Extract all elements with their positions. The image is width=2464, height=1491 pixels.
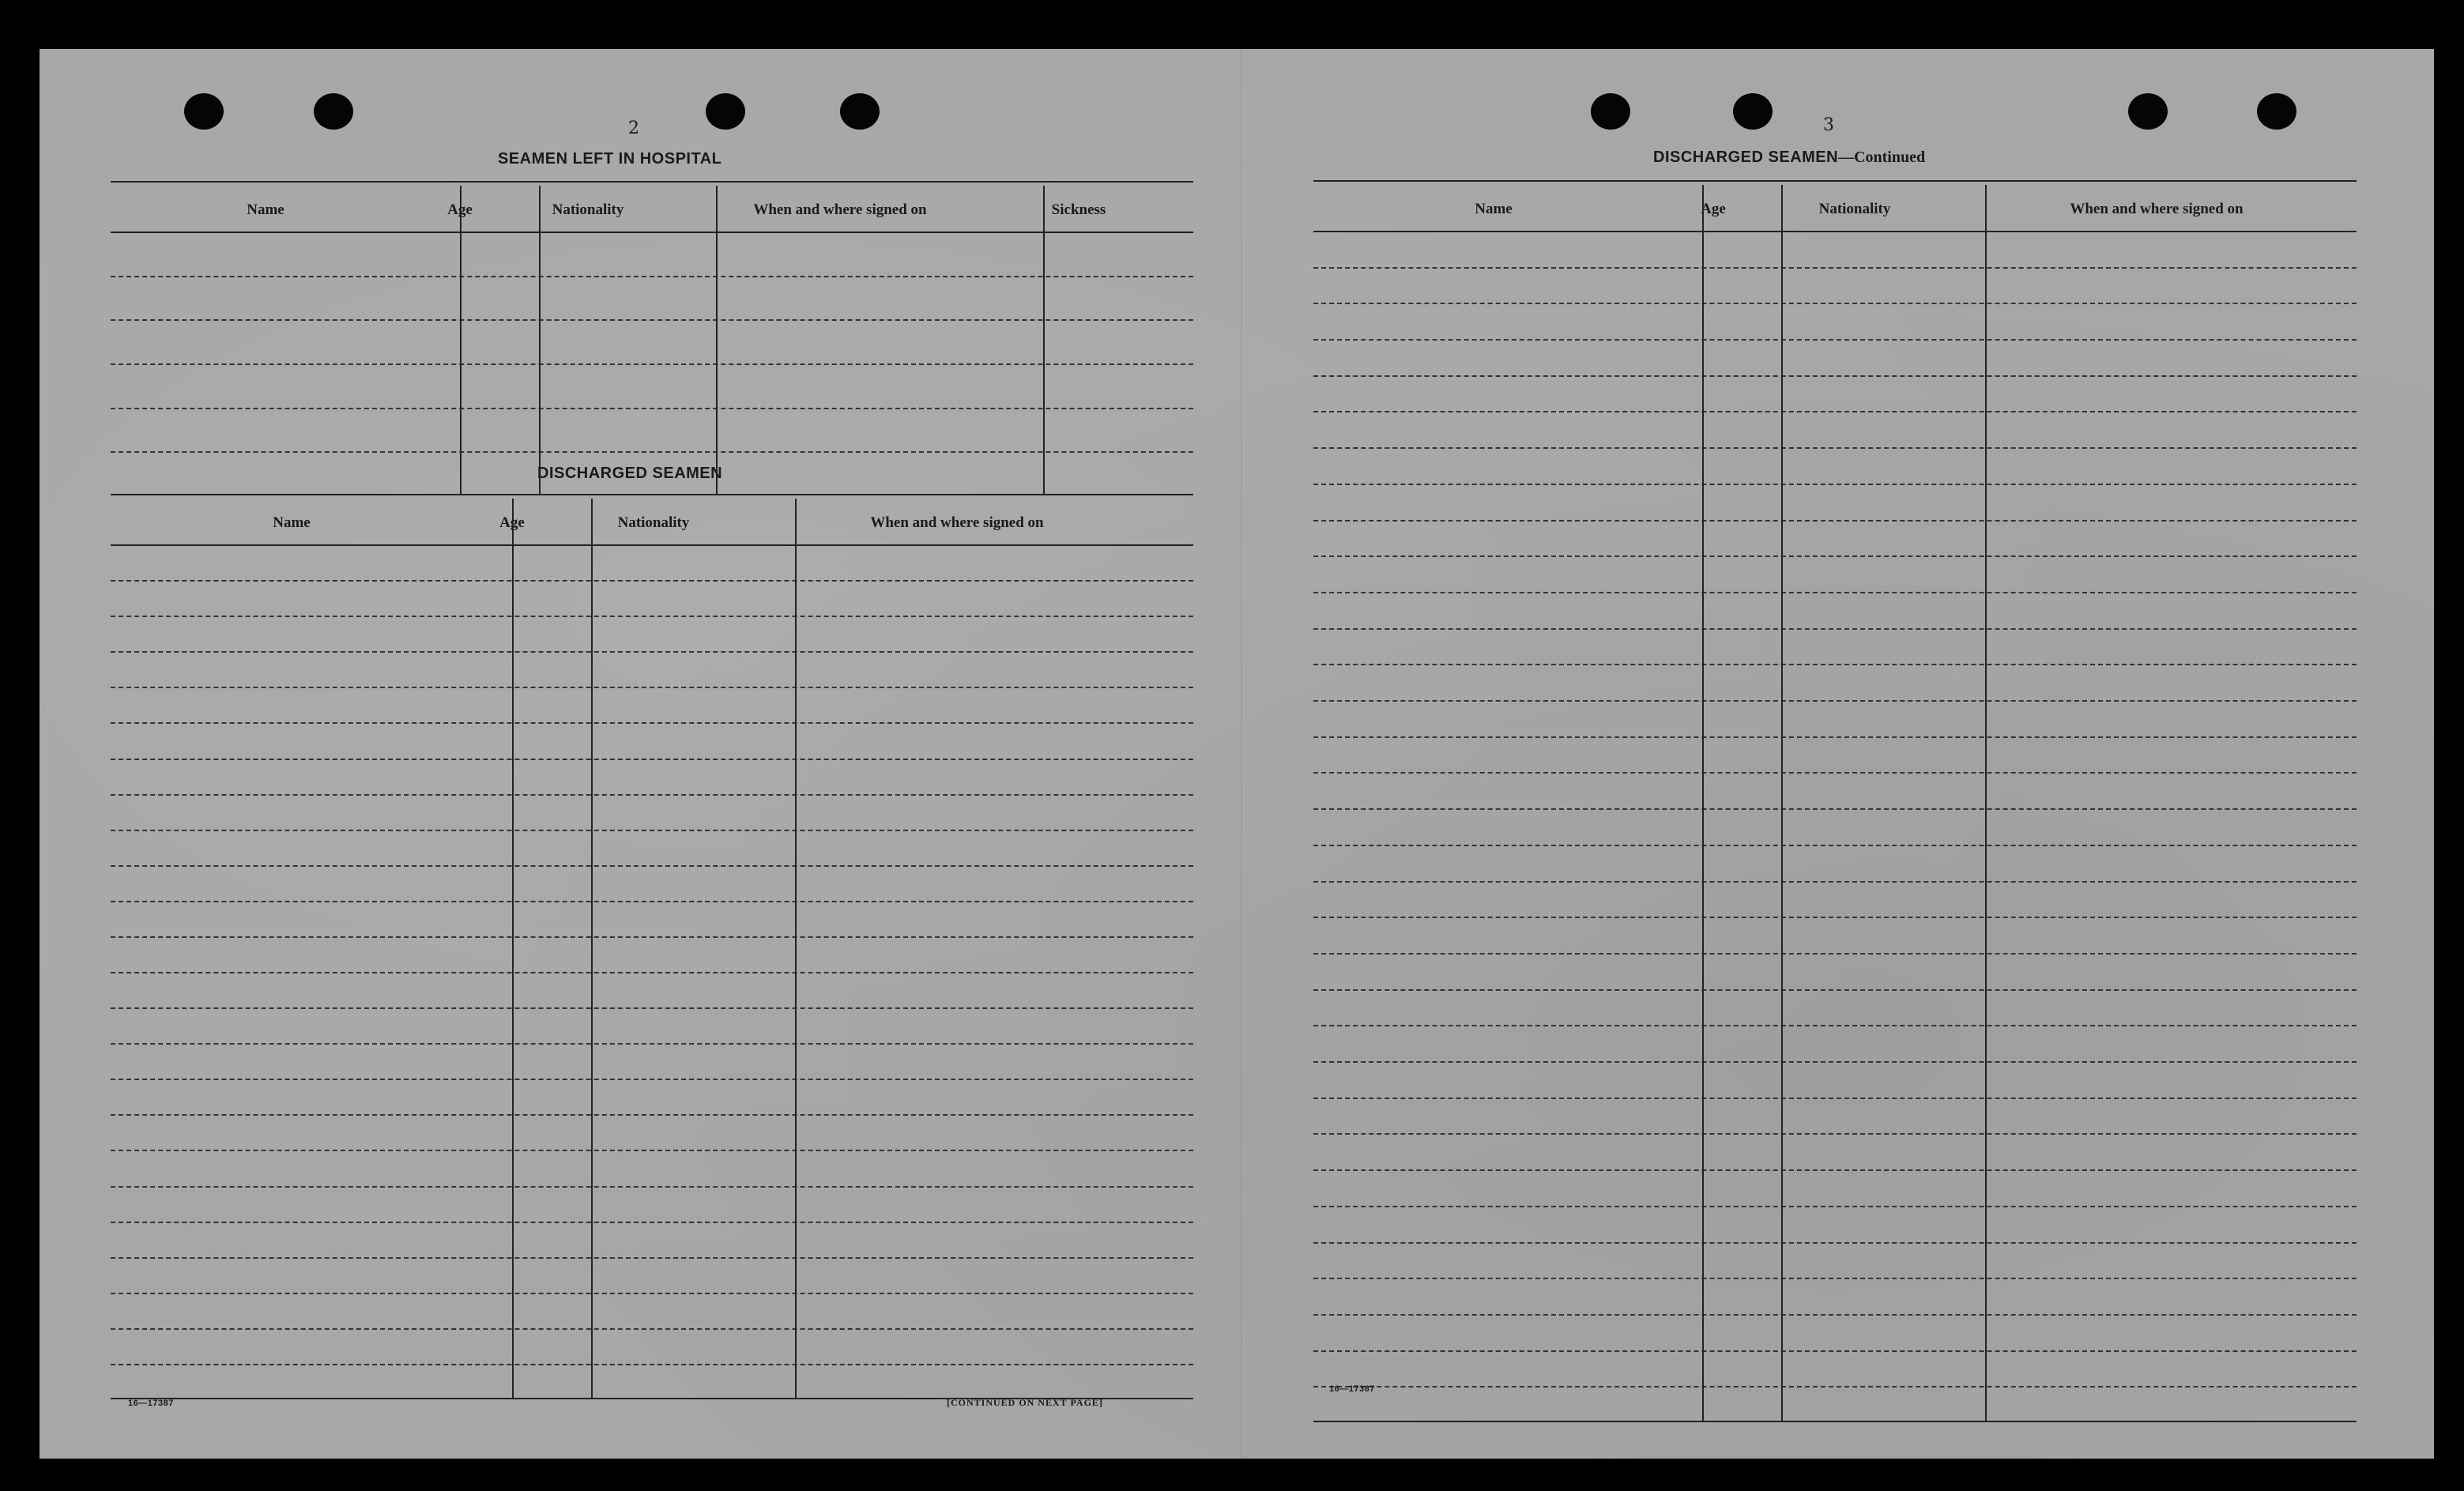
- row-line: [111, 901, 1193, 902]
- column-line: [1043, 186, 1045, 495]
- column-line: [1781, 185, 1783, 1422]
- row-line: [1313, 1206, 2357, 1207]
- continued-col-name: Name: [1475, 201, 1513, 217]
- row-line: [111, 1257, 1193, 1259]
- hospital-col-nationality: Nationality: [552, 201, 624, 218]
- discharged-continued-title-main: DISCHARGED SEAMEN: [1653, 149, 1839, 166]
- row-line: [111, 1079, 1193, 1080]
- continued-col-nationality: Nationality: [1818, 201, 1891, 217]
- discharged-col-signed-on: When and where signed on: [870, 514, 1044, 531]
- row-line: [1313, 520, 2357, 521]
- row-line: [1313, 845, 2357, 846]
- punch-hole: [706, 93, 745, 130]
- hospital-table: [111, 186, 1193, 495]
- discharged-continued-suffix: —Continued: [1838, 149, 1926, 166]
- continued-col-signed-on: When and where signed on: [2070, 201, 2244, 217]
- discharged-continued-title: [1653, 149, 1925, 167]
- row-line: [111, 1007, 1193, 1009]
- row-line: [1313, 267, 2357, 269]
- hospital-col-signed-on: When and where signed on: [753, 201, 927, 218]
- column-line: [795, 499, 797, 1399]
- discharged-table: [111, 499, 1193, 1399]
- punch-hole: [1733, 93, 1773, 130]
- discharged-section-title: DISCHARGED SEAMEN: [537, 465, 723, 482]
- discharged-col-age: Age: [499, 514, 525, 531]
- row-line: [111, 759, 1193, 760]
- row-line: [111, 865, 1193, 867]
- row-line: [111, 1364, 1193, 1365]
- punch-hole: [184, 93, 224, 130]
- row-line: [1313, 303, 2357, 304]
- row-line: [111, 363, 1193, 365]
- column-line: [1985, 185, 1987, 1422]
- row-line: [1313, 881, 2357, 883]
- row-line: [1313, 592, 2357, 593]
- row-line: [111, 319, 1193, 321]
- row-line: [1313, 1133, 2357, 1135]
- row-line: [1313, 1025, 2357, 1026]
- row-line: [1313, 1350, 2357, 1352]
- row-line: [111, 1186, 1193, 1188]
- row-line: [111, 830, 1193, 831]
- table-bottom-rule: [1313, 1421, 2357, 1422]
- left-form-number: 16—17387: [128, 1399, 174, 1408]
- continued-col-age: Age: [1701, 201, 1726, 217]
- row-line: [1313, 1061, 2357, 1063]
- row-line: [1313, 1169, 2357, 1171]
- row-line: [1313, 700, 2357, 702]
- row-line: [111, 651, 1193, 653]
- right-page-number: 3: [1823, 115, 1834, 135]
- punch-hole: [840, 93, 880, 130]
- header-separator: [1313, 231, 2357, 232]
- row-line: [111, 580, 1193, 582]
- row-line: [1313, 1242, 2357, 1244]
- column-line: [512, 499, 514, 1399]
- right-form-number: 16—17387: [1329, 1384, 1375, 1394]
- hospital-top-rule: [111, 181, 1193, 183]
- row-line: [111, 451, 1193, 453]
- punch-hole: [314, 93, 353, 130]
- row-line: [1313, 989, 2357, 991]
- discharged-top-rule: [111, 494, 1193, 495]
- row-line: [111, 276, 1193, 277]
- row-line: [1313, 555, 2357, 557]
- row-line: [111, 936, 1193, 938]
- row-line: [111, 794, 1193, 796]
- row-line: [1313, 953, 2357, 954]
- column-line: [591, 499, 593, 1399]
- row-line: [1313, 375, 2357, 377]
- row-line: [1313, 772, 2357, 774]
- header-separator: [111, 544, 1193, 546]
- row-line: [1313, 1278, 2357, 1279]
- row-line: [1313, 736, 2357, 738]
- punch-hole: [1591, 93, 1630, 130]
- continued-note: [CONTINUED ON NEXT PAGE]: [947, 1397, 1103, 1408]
- column-line: [539, 186, 541, 495]
- header-separator: [111, 232, 1193, 233]
- page-fold: [1241, 49, 1244, 1459]
- row-line: [111, 687, 1193, 688]
- row-line: [111, 1328, 1193, 1330]
- row-line: [111, 1293, 1193, 1294]
- row-line: [1313, 1314, 2357, 1316]
- row-line: [111, 1114, 1193, 1116]
- hospital-col-name: Name: [247, 201, 284, 218]
- row-line: [1313, 411, 2357, 412]
- left-page-number: 2: [628, 119, 639, 138]
- row-line: [111, 408, 1193, 409]
- row-line: [111, 972, 1193, 973]
- column-line: [460, 186, 462, 495]
- row-line: [111, 616, 1193, 617]
- row-line: [1313, 628, 2357, 630]
- row-line: [1313, 339, 2357, 341]
- row-line: [1313, 808, 2357, 810]
- document-sheet: [40, 49, 2434, 1459]
- row-line: [111, 1150, 1193, 1151]
- discharged-col-nationality: Nationality: [617, 514, 690, 531]
- row-line: [111, 1043, 1193, 1045]
- row-line: [1313, 447, 2357, 449]
- discharged-continued-table: [1313, 185, 2357, 1422]
- row-line: [111, 722, 1193, 724]
- punch-hole: [2257, 93, 2296, 130]
- punch-hole: [2128, 93, 2168, 130]
- row-line: [1313, 1098, 2357, 1099]
- hospital-col-age: Age: [447, 201, 473, 218]
- column-line: [1702, 185, 1704, 1422]
- row-line: [1313, 1386, 2357, 1387]
- column-line: [716, 186, 718, 495]
- hospital-section-title: SEAMEN LEFT IN HOSPITAL: [498, 150, 722, 168]
- discharged-col-name: Name: [273, 514, 311, 531]
- hospital-col-sickness: Sickness: [1051, 201, 1106, 218]
- row-line: [111, 1222, 1193, 1223]
- row-line: [1313, 917, 2357, 918]
- continued-top-rule: [1313, 180, 2357, 182]
- row-line: [1313, 664, 2357, 665]
- row-line: [1313, 484, 2357, 485]
